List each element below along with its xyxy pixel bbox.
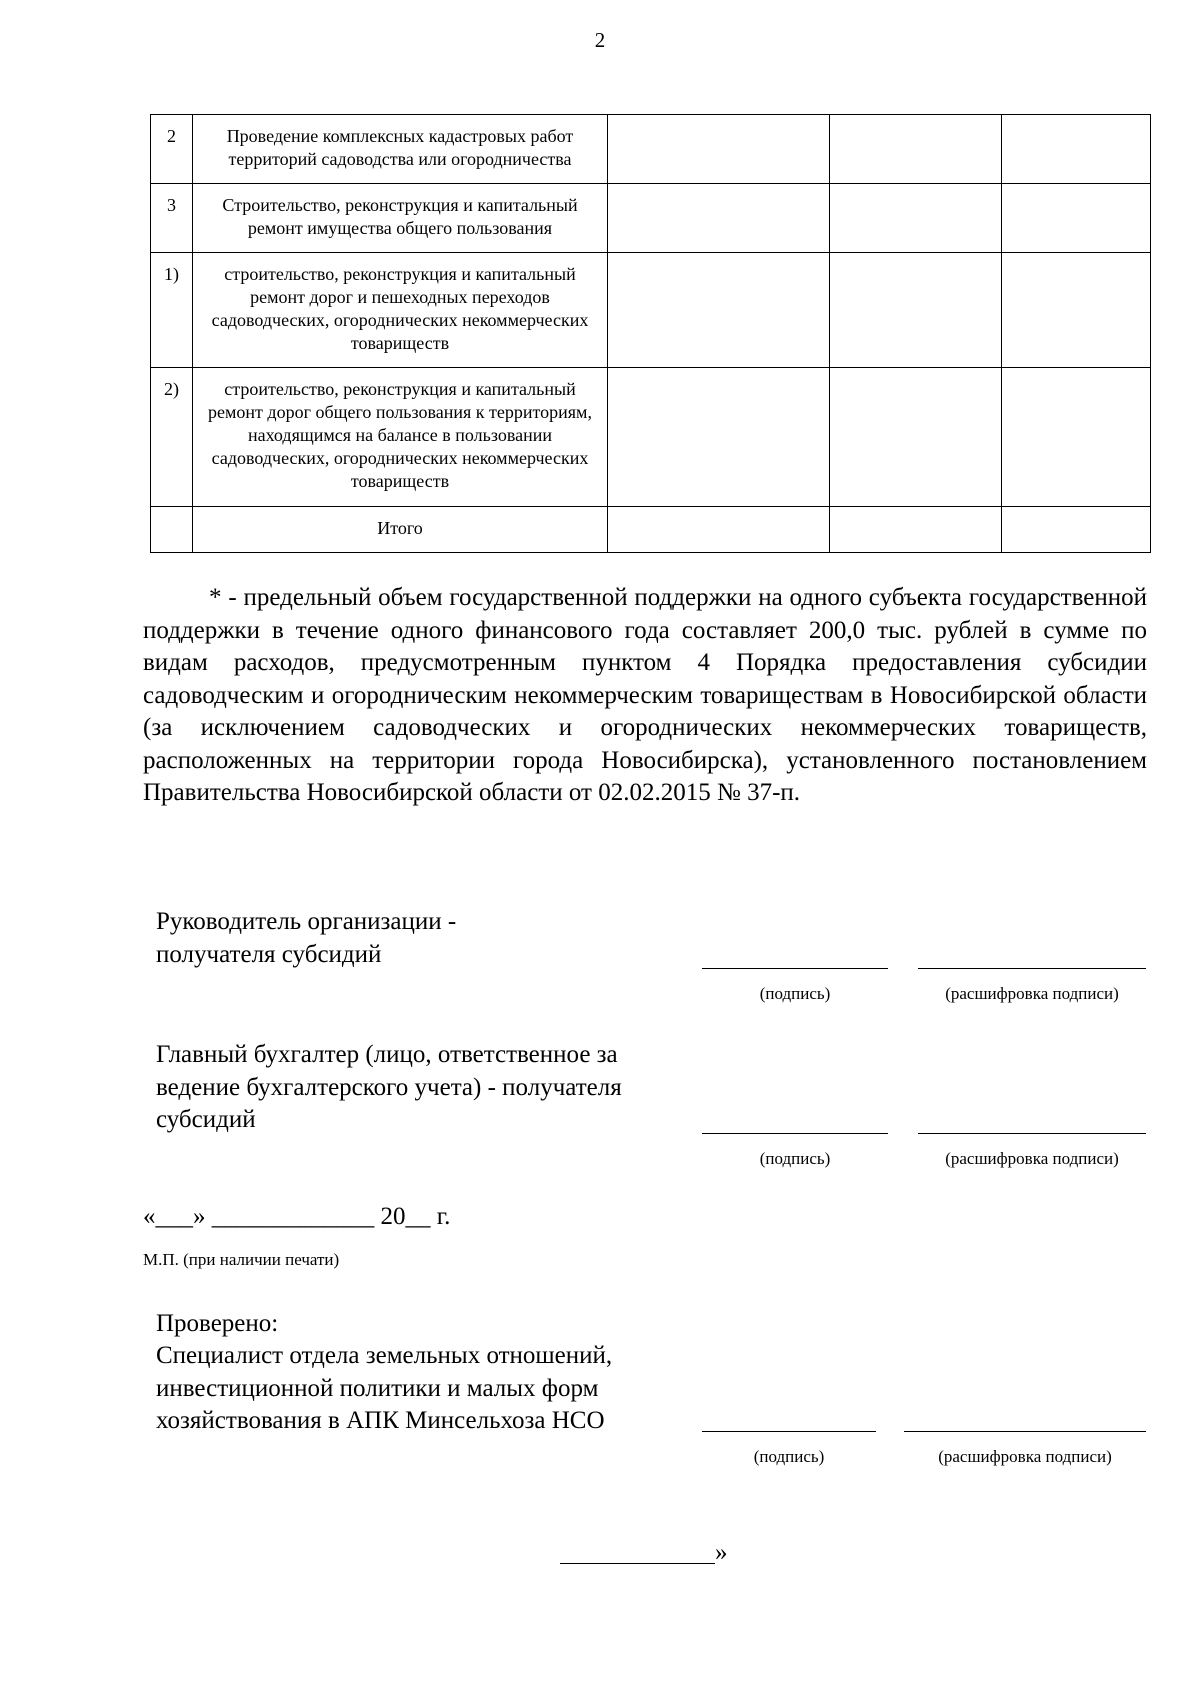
- cell: [608, 253, 830, 368]
- head-decode-line[interactable]: [918, 968, 1146, 969]
- row-number: [151, 507, 193, 553]
- row-name: строительство, реконструкция и капитальный ремонт дорог и пешеходных переходов садоводческих, огороднических некоммерческих товариществ: [193, 253, 608, 368]
- head-signature-label: Руководитель организации - получателя субсидий: [156, 908, 457, 968]
- cell: [830, 115, 1002, 184]
- table-row: [151, 368, 1151, 507]
- cell: [1002, 184, 1151, 253]
- row-name: Проведение комплексных кадастровых работ территорий садоводства или огородничества: [193, 115, 608, 184]
- cell: [608, 184, 830, 253]
- cell: [830, 507, 1002, 553]
- accountant-decode-line[interactable]: [918, 1133, 1146, 1134]
- cell: [830, 184, 1002, 253]
- cell: [1002, 507, 1151, 553]
- page-number: 2: [594, 28, 606, 52]
- row-number: 2: [151, 115, 193, 184]
- row-number: 2): [151, 368, 193, 507]
- cell: [1002, 368, 1151, 507]
- cell: [1002, 253, 1151, 368]
- cell: [830, 253, 1002, 368]
- head-decode-caption: (расшифровка подписи): [945, 984, 1119, 1003]
- checked-decode-caption: (расшифровка подписи): [938, 1447, 1112, 1466]
- accountant-signature-line[interactable]: [702, 1133, 888, 1134]
- checked-title: Проверено:: [156, 1310, 279, 1337]
- table-row: [151, 184, 1151, 253]
- accountant-decode-caption: (расшифровка подписи): [945, 1149, 1119, 1168]
- row-name: Строительство, реконструкция и капитальный ремонт имущества общего пользования: [193, 184, 608, 253]
- footnote: * - предельный объем государственной поддержки на одного субъекта государственной поддержки в течение одного финансового года составляет 200,0 тыс. рублей в сумме по видам расходов, предусмотренным пунктом 4 Порядка предоставления субсидии садоводческим и огородническим некоммерческим товариществам в Новосибирской области (за исключением садоводческих и огороднических некоммерческих товариществ, расположенных на территории города Новосибирска), установленного постановлением Правительства Новосибирской области от 02.02.2015 № 37-п.: [143, 584, 1147, 806]
- end-line: [560, 1563, 715, 1564]
- row-name: Итого: [193, 507, 608, 553]
- row-number: 1): [151, 253, 193, 368]
- cell: [1002, 115, 1151, 184]
- cell: [608, 115, 830, 184]
- table-row: [151, 115, 1151, 184]
- head-signature-line[interactable]: [702, 968, 888, 969]
- end-quote: »: [715, 1539, 728, 1566]
- checked-decode-line[interactable]: [904, 1431, 1146, 1432]
- row-name: строительство, реконструкция и капитальный ремонт дорог общего пользования к территориям, находящимся на балансе в пользовании садоводческих, огороднических некоммерческих товариществ: [193, 368, 608, 507]
- table-row: [151, 253, 1151, 368]
- checked-sign-caption: (подпись): [753, 1447, 825, 1466]
- cell: [608, 368, 830, 507]
- date-line: «___» _____________ 20__ г.: [143, 1203, 451, 1230]
- cell: [830, 368, 1002, 507]
- row-number: 3: [151, 184, 193, 253]
- head-sign-caption: (подпись): [759, 984, 831, 1003]
- accountant-sign-caption: (подпись): [759, 1149, 831, 1168]
- expenses-table: [150, 114, 1151, 553]
- accountant-signature-label: Главный бухгалтер (лицо, ответственное за ведение бухгалтерского учета) - получателя субсидий: [156, 1041, 622, 1133]
- checked-signature-label: Специалист отдела земельных отношений, инвестиционной политики и малых форм хозяйствования в АПК Минсельхоза НСО: [156, 1342, 613, 1434]
- table-row-total: [151, 507, 1151, 553]
- cell: [608, 507, 830, 553]
- checked-signature-line[interactable]: [702, 1431, 876, 1432]
- stamp-note: М.П. (при наличии печати): [143, 1250, 340, 1269]
